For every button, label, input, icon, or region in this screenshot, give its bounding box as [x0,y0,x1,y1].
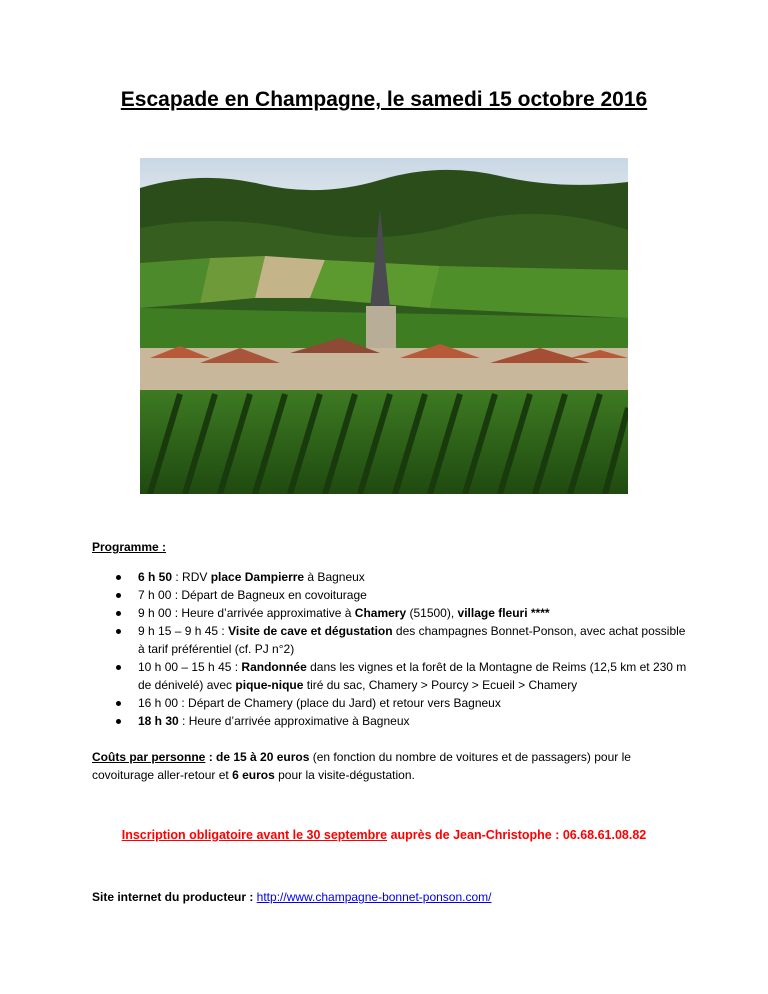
page-title: Escapade en Champagne, le samedi 15 octobre 2016 [120,88,648,111]
signup-notice: Inscription obligatoire avant le 30 septembre auprès de Jean-Christophe : 06.68.61.08.82 [121,828,647,842]
producer-website [92,890,491,904]
signup-deadline: Inscription obligatoire avant le 30 septembre [121,828,388,842]
costs-label: Coûts par personne [92,750,206,764]
list-item: 6 h 50 : RDV place Dampierre à Bagneux [92,568,692,586]
list-item: 10 h 00 – 15 h 45 : Randonnée dans les vignes et la forêt de la Montagne de Reims (12,5 km et 230 m de dénivelé) avec pique-nique tiré du sac, Chamery > Pourcy > Ecueil > Chamery [92,658,692,694]
site-link[interactable]: http://www.champagne-bonnet-ponson.com/ [256,890,492,904]
vineyard-village-photo [140,158,628,494]
program-heading: Programme : [92,540,167,554]
program-list [92,568,692,730]
list-item: 9 h 00 : Heure d’arrivée approximative à Chamery (51500), village fleuri **** [92,604,692,622]
list-item: 9 h 15 – 9 h 45 : Visite de cave et dégustation des champagnes Bonnet-Ponson, avec achat possible à tarif préférentiel (cf. PJ n°2) [92,622,692,658]
costs-paragraph: Coûts par personne : de 15 à 20 euros (en fonction du nombre de voitures et de passagers) pour le covoiturage aller-retour et 6 euros pour la visite-dégustation. [92,750,631,782]
site-label: Site internet du producteur : [92,890,257,904]
list-item: 18 h 30 : Heure d’arrivée approximative à Bagneux [92,712,692,730]
list-item: 16 h 00 : Départ de Chamery (place du Jard) et retour vers Bagneux [92,694,692,712]
list-item: 7 h 00 : Départ de Bagneux en covoiturage [92,586,692,604]
